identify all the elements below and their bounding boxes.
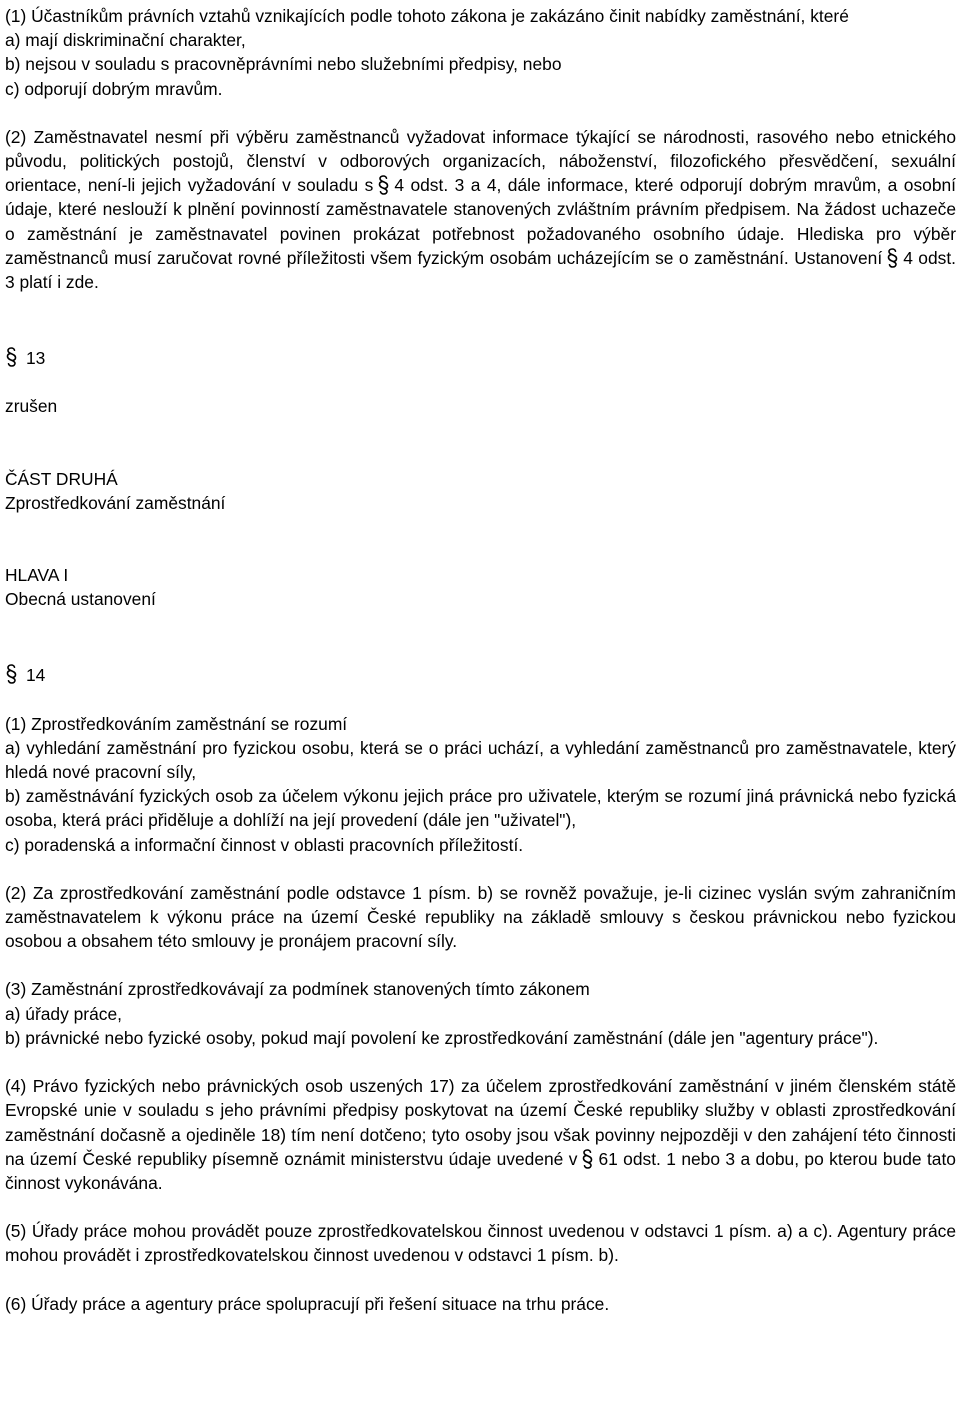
paragraph-2-text-2: 4 odst. 3 a 4, dále informace, které odporují dobrým mravům, a osobní údaje, které neslouží k plnění povinností zaměstnavatele stanovených zvláštním právním předpisem. Na žádost uchazeče o zaměstnání je zaměstnavatel povinen prokázat potřebnost požadovaného osobního údaje. Hlediska pro výběr zaměstnanců musí zaručovat rovné příležitosti všem fyzickým osobám ucházejícím se o zaměstnání. Ustanovení [5, 175, 956, 268]
section-13-heading [5, 346, 956, 370]
section-14-paragraph-1-item-b: b) zaměstnávání fyzických osob za účelem výkonu jejich práce pro uživatele, kterým se rozumí jiná právnická nebo fyzická osoba, která práci přiděluje a dohlíží na její provedení (dále jen "uživatel"), [5, 786, 956, 831]
section-13-number: 13 [26, 348, 46, 369]
paragraph-2-text-1: (2) Zaměstnavatel nesmí při výběru zaměstnanců vyžadovat informace týkající se národnosti, rasového nebo etnického původu, politických postojů, členství v odborových organizacích, náboženství, filozofického přesvědčení, sexuální orientace, není-li jejich vyžadování v souladu s [5, 126, 956, 196]
section-14-paragraph-3-intro: (3) Zaměstnání zprostředkovávají za podmínek stanovených tímto zákonem [5, 979, 590, 1000]
section-sign-icon [5, 346, 17, 370]
section-14-paragraph-3-item-a: a) úřady práce, [5, 1003, 122, 1024]
section-14-paragraph-1-intro: (1) Zprostředkováním zaměstnání se rozumí [5, 713, 348, 734]
paragraph-1-item-b: b) nejsou v souladu s pracovněprávními nebo služebními předpisy, nebo [5, 54, 562, 75]
section-14-paragraph-6: (6) Úřady práce a agentury práce spolupracují při řešení situace na trhu práce. [5, 1293, 610, 1314]
part-title: ČÁST DRUHÁ [5, 468, 118, 489]
chapter-title: HLAVA I [5, 565, 69, 586]
section-14-heading [5, 663, 956, 687]
section-13-status: zrušen [5, 396, 58, 417]
section-sign-icon [581, 1149, 594, 1169]
chapter-subtitle: Obecná ustanovení [5, 589, 156, 610]
paragraph-1-item-a: a) mají diskriminační charakter, [5, 30, 246, 51]
section-sign-icon [5, 663, 17, 687]
section-14-paragraph-3-item-b: b) právnické nebo fyzické osoby, pokud mají povolení ke zprostředkování zaměstnání (dále jen "agentury práce"). [5, 1027, 879, 1048]
section-14-paragraph-2: (2) Za zprostředkování zaměstnání podle odstavce 1 písm. b) se rovněž považuje, je-li cizinec vyslán svým zahraničním zaměstnavatelem k výkonu práce na území České republiky na základě smlouvy s českou právnickou nebo fyzickou osobou a obsahem této smlouvy je pronájem pracovní síly. [5, 882, 956, 952]
section-sign-icon [886, 248, 899, 268]
paragraph-2 [5, 125, 956, 294]
section-14-paragraph-4-text-2: 61 odst. 1 nebo 3 a dobu, po kterou bude tato činnost vykonávána. [5, 1148, 956, 1193]
section-14-paragraph-3 [5, 977, 956, 1050]
document-page [5, 4, 956, 1316]
section-14-paragraph-5: (5) Úřady práce mohou provádět pouze zprostředkovatelskou činnost uvedenou v odstavci 1 písm. a) a c). Agentury práce mohou provádět i zprostředkovatelskou činnost uvedenou v odstavci 1 písm. b). [5, 1221, 956, 1266]
section-14-paragraph-4-text-1: (4) Právo fyzických nebo právnických osob uszených 17) za účelem zprostředkování zaměstnání v jiném členském státě Evropské unie v souladu s jeho právními předpisy poskytovat na území České republiky služby v oblasti zprostředkování zaměstnání dočasně a ojediněle 18) tím není dotčeno; tyto osoby jsou však povinny nejpozději v den zahájení této činnosti na území České republiky písemně oznámit ministerstvu údaje uvedené v [5, 1076, 956, 1169]
section-14-paragraph-1 [5, 712, 956, 857]
paragraph-1 [5, 4, 956, 101]
section-14-number: 14 [26, 665, 46, 686]
paragraph-1-item-c: c) odporují dobrým mravům. [5, 78, 223, 99]
section-sign-icon [377, 175, 390, 195]
paragraph-2-text-3: 4 odst. 3 platí i zde. [5, 247, 957, 293]
part-subtitle: Zprostředkování zaměstnání [5, 492, 226, 513]
section-14-paragraph-4 [5, 1074, 956, 1195]
paragraph-1-intro: (1) Účastníkům právních vztahů vznikajících podle tohoto zákona je zakázáno činit nabídky zaměstnání, které [5, 6, 849, 26]
section-14-paragraph-1-item-c: c) poradenská a informační činnost v oblasti pracovních příležitostí. [5, 834, 524, 855]
section-14-paragraph-1-item-a: a) vyhledání zaměstnání pro fyzickou osobu, která se o práci uchází, a vyhledání zaměstnanců pro zaměstnavatele, který hledá nové pracovní síly, [5, 737, 956, 783]
